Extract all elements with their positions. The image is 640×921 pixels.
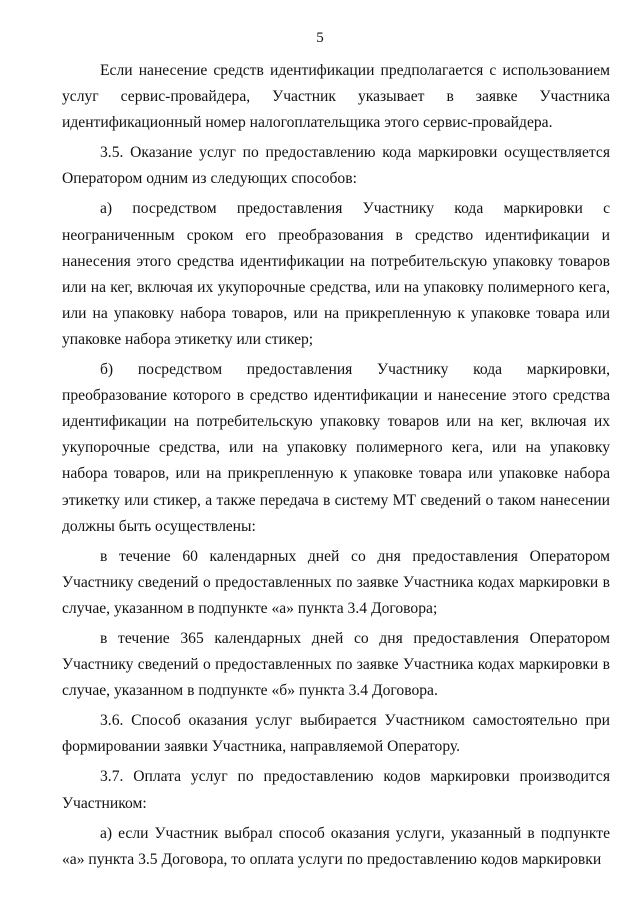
paragraph-3-5-b: б) посредством предоставления Участнику кода маркировки, преобразование которого в средство идентификации и нанесение этого средства идентификации на потребительскую упаковку товаров или на кег, включая их укупорочные средства, или на упаковку полимерного кега, или на упаковку набора товаров, или на прикрепленную к упаковке товара или упаковке набора этикетку или стикер, а также передача в систему МТ сведений о таком нанесении должны быть осуществлены: bbox=[62, 361, 610, 535]
paragraph-service-provider: Если нанесение средств идентификации предполагается с использованием услуг сервис-провайдера, Участник указывает в заявке Участника идентификационный номер налогоплательщика этого сервис-провайдера. bbox=[62, 62, 610, 132]
document-body bbox=[62, 58, 610, 877]
paragraph-3-6: 3.6. Способ оказания услуг выбирается Участником самостоятельно при формировании заявки Участника, направляемой Оператору. bbox=[62, 712, 610, 756]
paragraph-365-days: в течение 365 календарных дней со дня предоставления Оператором Участнику сведений о предоставленных по заявке Участника кодах маркировки в случае, указанном в подпункте «б» пункта 3.4 Договора. bbox=[62, 629, 610, 700]
paragraph-3-5-a: а) посредством предоставления Участнику кода маркировки с неограниченным сроком его преобразования в средство идентификации и нанесения этого средства идентификации на потребительскую упаковку товаров или на кег, включая их укупорочные средства, или на упаковку полимерного кега, или на упаковку набора товаров, или на прикрепленную к упаковке товара или упаковке набора этикетку или стикер; bbox=[62, 200, 610, 348]
page-number: 5 bbox=[316, 30, 324, 46]
paragraph-3-7: 3.7. Оплата услуг по предоставлению кодов маркировки производится Участником: bbox=[62, 768, 610, 812]
paragraph-3-7-a: а) если Участник выбрал способ оказания услуги, указанный в подпункте «а» пункта 3.5 Договора, то оплата услуги по предоставлению кодов маркировки bbox=[62, 824, 610, 868]
paragraph-3-5: 3.5. Оказание услуг по предоставлению кода маркировки осуществляется Оператором одним из следующих способов: bbox=[62, 144, 610, 188]
paragraph-60-days: в течение 60 календарных дней со дня предоставления Оператором Участнику сведений о предоставленных по заявке Участника кодах маркировки в случае, указанном в подпункте «а» пункта 3.4 Договора; bbox=[62, 547, 610, 617]
